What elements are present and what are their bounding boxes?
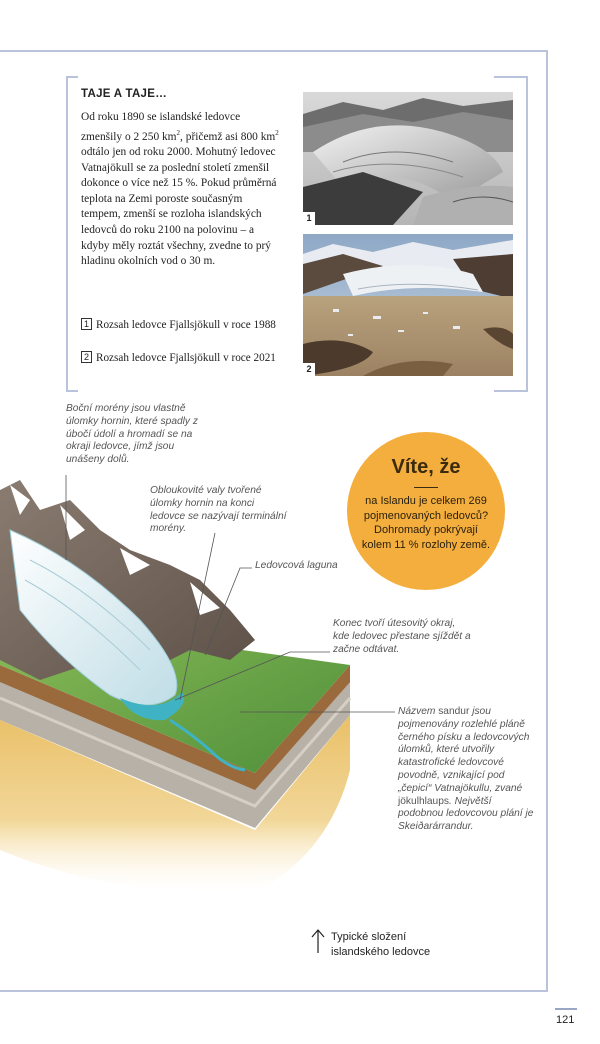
caption-number-1: 1: [81, 318, 92, 330]
did-you-know-title: Víte, že: [391, 456, 461, 478]
photo-number-2: 2: [303, 363, 315, 376]
sidebar-title: TAJE A TAJE…: [81, 88, 168, 100]
annotation-lateral-moraines: Boční morény jsou vlastně úlomky hornin, které spadly z úbočí údolí a hromadí se na okraji ledovce, jímž jsou unášeny dolů.: [66, 403, 198, 466]
up-arrow-icon: [311, 928, 325, 954]
annotation-sandur: Názvem sandur jsou pojmenovány rozlehlé pláně černého písku a ledovcových úlomků, které utvořily katastrofické ledovcové povodně, vznikající pod „čepicí“ Vatnajökullu, zvané jökulhlaups. Největší podobnou ledovcovou plání je Skeiðarárrandur.: [398, 706, 534, 833]
did-you-know-rule: [414, 487, 438, 488]
legend-line-1: Typické složení: [331, 931, 407, 943]
annotation-glacier-end: Konec tvoří útesovitý okraj, kde ledovec přestane sjíždět a začne odtávat.: [333, 618, 471, 655]
photo-caption-2: 2 Rozsah ledovce Fjallsjökull v roce 2021: [81, 351, 281, 366]
illustration-legend: [331, 930, 430, 959]
annotation-lagoon: Ledovcová laguna: [255, 560, 338, 571]
legend-line-2: islandského ledovce: [331, 945, 431, 958]
sidebar-body: Od roku 1890 se islandské ledovce zmenšily o 2 250 $km^2$, přičemž asi 800 $km^2$ odtálo jen od roku 2000. Mohutný ledovec Vatnajökull se za poslední století zmenšil dokonce o více než 15 %. Pokud průměrná teplota na Zemi poroste současným tempem, zmenší se rozloha islandských ledovců do roku 2100 na polovinu – a kdyby měly roztát všechny, zvedne to prý hladinu okolních vod o 30 m.: [81, 111, 279, 268]
did-you-know-text: na Islandu je celkem 269 pojmenovaných ledovců? Dohromady pokrývají kolem 11 % rozlohy země.: [361, 495, 491, 551]
page-number: 121: [556, 1014, 575, 1026]
caption-number-2: 2: [81, 351, 92, 363]
page-number-bar: [555, 1008, 577, 1010]
annotation-terminal-moraines: Obloukovité valy tvořené úlomky hornin na konci ledovce se nazývají terminální morény.: [150, 485, 287, 535]
photo-number-1: 1: [303, 212, 315, 225]
photo-caption-1: 1 Rozsah ledovce Fjallsjökull v roce 1988: [81, 318, 281, 333]
